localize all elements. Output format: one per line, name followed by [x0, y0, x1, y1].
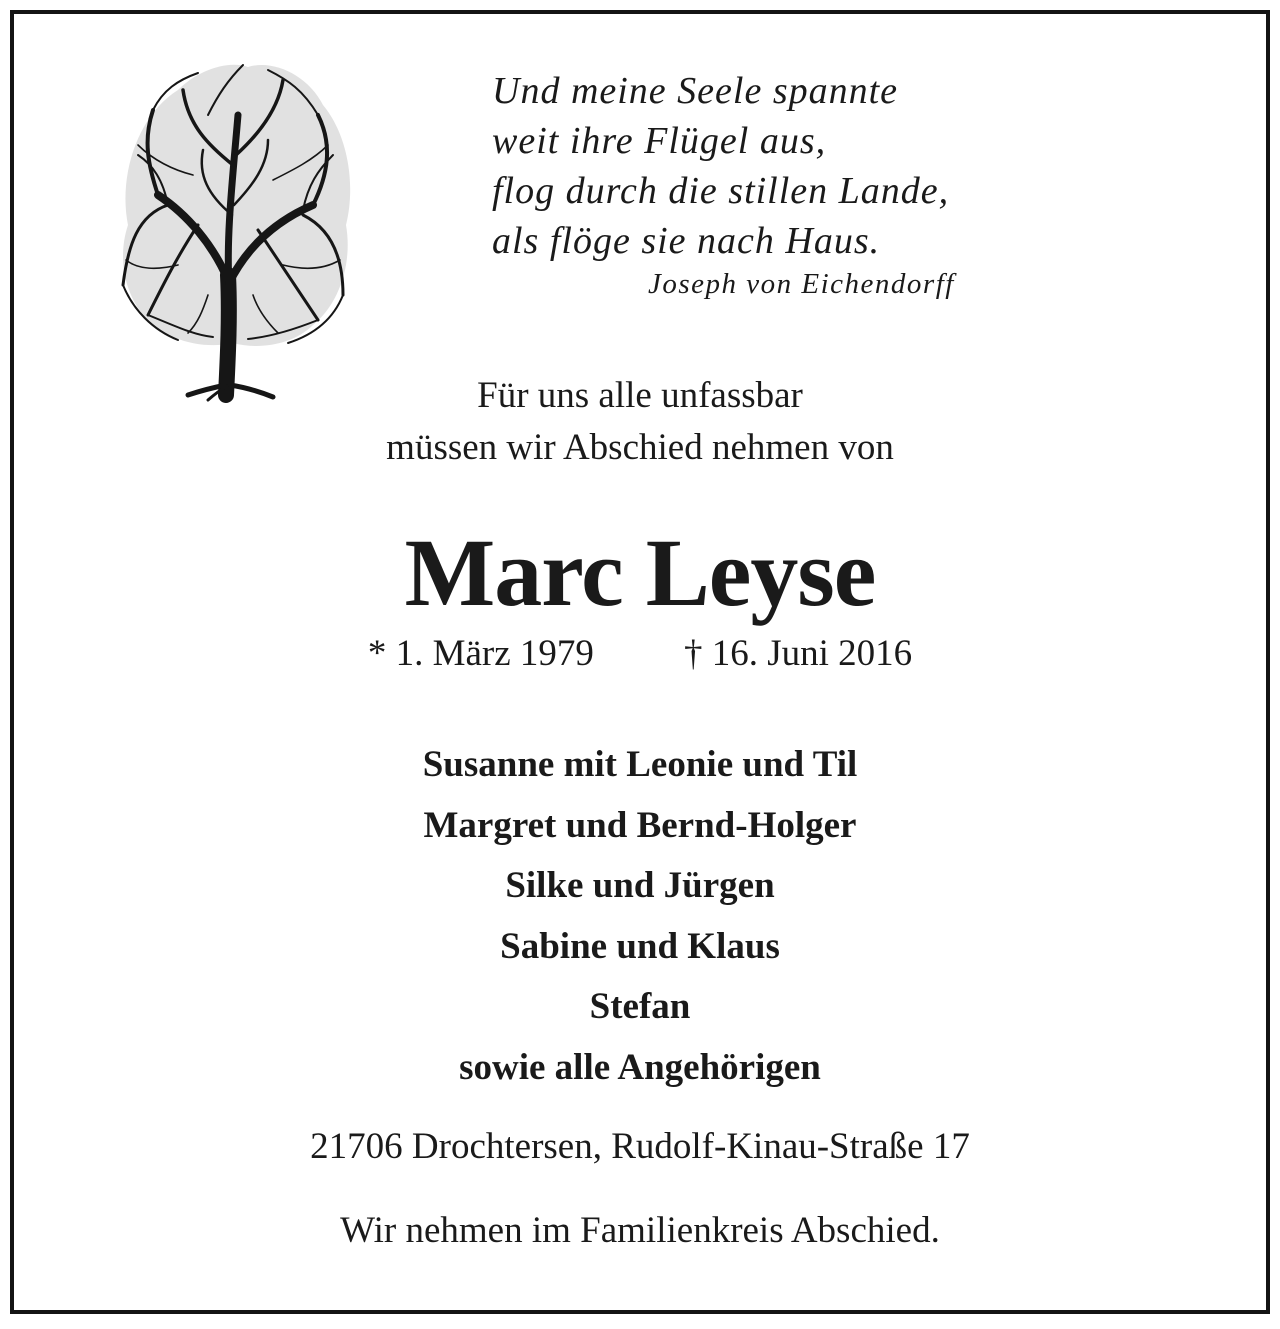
poem-line: weit ihre Flügel aus, — [492, 120, 827, 162]
mourner-line: Silke und Jürgen — [505, 865, 775, 906]
mourner-line: Stefan — [589, 986, 691, 1027]
mourner-line: Susanne mit Leonie und Til — [422, 744, 858, 785]
poem — [492, 66, 949, 266]
address: 21706 Drochtersen, Rudolf-Kinau-Straße 17 — [310, 1126, 970, 1167]
poem-author: Joseph von Eichendorff — [648, 268, 955, 300]
intro-text — [0, 370, 1280, 474]
mourner-line: Margret und Bernd-Holger — [423, 804, 857, 846]
mourners-list — [0, 735, 1280, 1098]
intro-line-1: Für uns alle unfassbar — [477, 375, 803, 416]
closing-note: Wir nehmen im Familienkreis Abschied. — [340, 1210, 940, 1251]
poem-line: als flöge sie nach Haus. — [492, 220, 881, 262]
deceased-name: Marc Leyse — [404, 519, 876, 626]
death-date: † 16. Juni 2016 — [683, 633, 913, 674]
poem-line: flog durch die stillen Lande, — [492, 170, 950, 212]
poem-line: Und meine Seele spannte — [492, 70, 899, 112]
intro-line-2: müssen wir Abschied nehmen von — [386, 427, 894, 468]
tree-icon — [108, 55, 358, 405]
birth-date: * 1. März 1979 — [367, 633, 594, 674]
life-dates — [0, 631, 1280, 677]
mourner-line: sowie alle Angehörigen — [459, 1046, 821, 1088]
mourner-line: Sabine und Klaus — [500, 925, 780, 967]
